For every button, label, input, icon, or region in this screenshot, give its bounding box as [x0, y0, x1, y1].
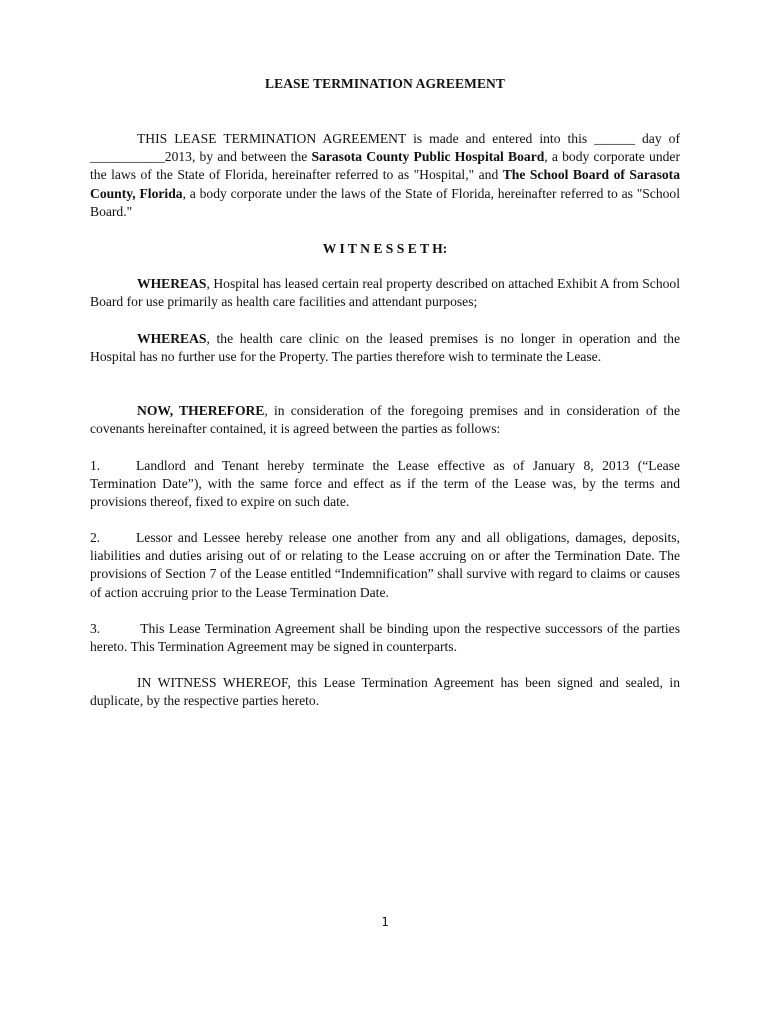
witnesseth-heading: W I T N E S S E T H: — [322, 241, 448, 256]
whereas-lead-2: WHEREAS — [137, 331, 207, 346]
item-text-3: This Lease Termination Agreement shall be binding upon the respective successors of the parties hereto. This Termination Agreement may be signed in counterparts. — [90, 621, 680, 655]
whereas-lead-1: WHEREAS — [137, 276, 207, 291]
whereas-paragraph-2 — [90, 330, 680, 366]
item-text-2: Lessor and Lessee hereby release one another from any and all obligations, damages, deposits, liabilities and duties arising out of or relating to the Lease accruing on or after the Termination Date. The provisions of Section 7 of the Lease entitled “Indemnification” shall survive with regard to claims or causes of action accruing prior to the Lease Termination Date. — [90, 530, 680, 600]
item-number-3: 3. — [90, 621, 101, 636]
item-number-2: 2. — [90, 530, 101, 545]
numbered-item-3 — [90, 620, 680, 656]
intro-paragraph — [90, 130, 680, 221]
whereas-text-2: , the health care clinic on the leased premises is no longer in operation and the Hospital has no further use for the Property. The parties therefore wish to terminate the Lease. — [90, 331, 680, 365]
intro-text-3: , a body corporate under the laws of the State of Florida, hereinafter referred to as "School Board." — [90, 185, 681, 219]
page-number: 1 — [381, 915, 389, 929]
now-therefore-text: , in consideration of the foregoing premises and in consideration of the covenants hereinafter contained, it is agreed between the parties as follows: — [90, 403, 680, 437]
document-title: LEASE TERMINATION AGREEMENT — [265, 76, 505, 91]
numbered-item-1 — [90, 457, 680, 512]
party-hospital: Sarasota County Public Hospital Board — [311, 149, 545, 165]
numbered-item-2 — [90, 529, 680, 602]
item-text-1: Landlord and Tenant hereby terminate the Lease effective as of January 8, 2013 (“Lease Termination Date”), with the same force and effect as if the term of the Lease was, by the terms and provisions thereof, fixed to expire on such date. — [90, 458, 680, 510]
now-therefore-paragraph — [90, 402, 680, 438]
intro-text-1: THIS LEASE TERMINATION AGREEMENT is made and entered into this ______ day of ___________2013, by and between the — [90, 131, 680, 165]
whereas-paragraph-1 — [90, 275, 680, 311]
party-school-board: The School Board of Sarasota County, Florida — [90, 167, 680, 201]
in-witness-paragraph: IN WITNESS WHEREOF, this Lease Termination Agreement has been signed and sealed, in duplicate, by the respective parties hereto. — [90, 675, 680, 709]
now-therefore-lead: NOW, THEREFORE — [137, 403, 265, 418]
whereas-text-1: , Hospital has leased certain real property described on attached Exhibit A from School Board for use primarily as health care facilities and attendant purposes; — [90, 276, 680, 310]
intro-text-2: , a body corporate under the laws of the State of Florida, hereinafter referred to as "Hospital," and — [90, 149, 680, 183]
item-number-1: 1. — [90, 458, 101, 473]
